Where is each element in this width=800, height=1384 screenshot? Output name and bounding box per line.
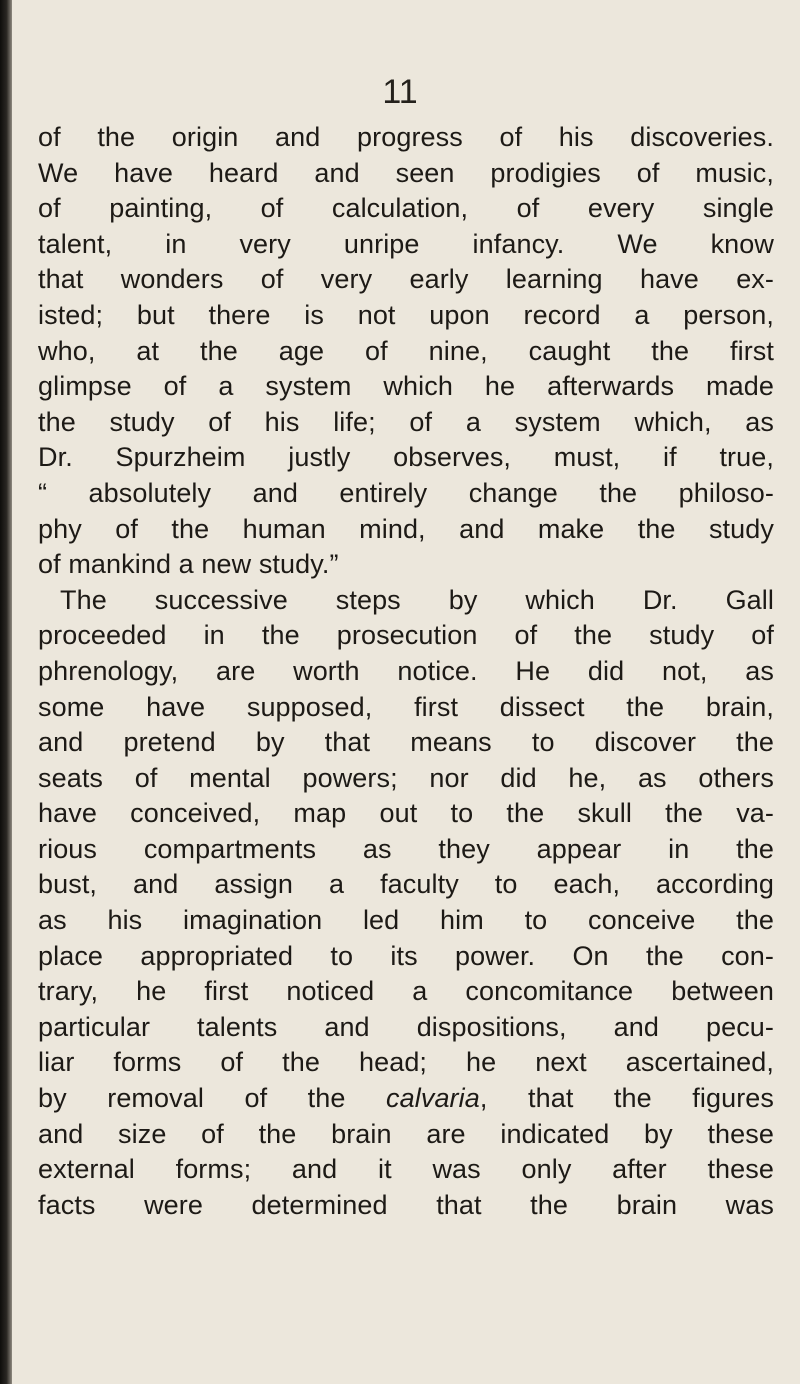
text-line: Dr. Spurzheim justly observes, must, if true, xyxy=(38,442,774,473)
text-line: isted; but there is not upon record a person, xyxy=(38,299,774,330)
text-line: of the origin and progress of his discoveries. xyxy=(38,122,774,152)
text-line: who, at the age of nine, caught the first xyxy=(38,335,774,366)
text-line: as his imagination led him to conceive the xyxy=(38,905,774,936)
text-line: phrenology, are worth notice. He did not, as xyxy=(38,655,774,686)
text-line: phy of the human mind, and make the study xyxy=(38,513,774,544)
text-segment: , that the figures xyxy=(479,1083,775,1114)
text-line: liar forms of the head; he next ascertained, xyxy=(38,1047,774,1078)
text-line: and pretend by that means to discover the xyxy=(38,727,774,758)
text-line: talent, in very unripe infancy. We know xyxy=(38,228,774,259)
page-number: 11 xyxy=(382,73,418,111)
text-line: external forms; and it was only after these xyxy=(38,1154,774,1185)
text-line: trary, he first noticed a concomitance between xyxy=(38,976,774,1007)
text-line: proceeded in the prosecution of the study of xyxy=(38,620,774,651)
text-line: some have supposed, first dissect the brain, xyxy=(38,691,774,722)
text-line-with-italic xyxy=(38,1081,774,1117)
italic-term: calvaria xyxy=(386,1083,480,1114)
text-line: have conceived, map out to the skull the va- xyxy=(38,798,774,829)
text-line: bust, and assign a faculty to each, according xyxy=(38,869,774,900)
text-line: particular talents and dispositions, and pecu- xyxy=(38,1011,774,1042)
text-line: glimpse of a system which he afterwards made xyxy=(38,371,774,402)
body-text xyxy=(38,120,774,1223)
text-line: We have heard and seen prodigies of music, xyxy=(38,157,774,188)
text-line: of painting, of calculation, of every single xyxy=(38,193,774,224)
text-line: “ absolutely and entirely change the philoso- xyxy=(38,477,774,508)
text-line: seats of mental powers; nor did he, as others xyxy=(38,762,774,793)
text-line: place appropriated to its power. On the con- xyxy=(38,940,774,971)
text-segment: by removal of the xyxy=(38,1083,387,1114)
text-line: and size of the brain are indicated by these xyxy=(38,1118,774,1149)
text-line: The successive steps by which Dr. Gall xyxy=(60,584,774,615)
text-line: of mankind a new study.” xyxy=(38,549,339,580)
text-line: rious compartments as they appear in the xyxy=(38,833,774,864)
text-line: facts were determined that the brain was xyxy=(38,1189,774,1220)
text-line: the study of his life; of a system which, as xyxy=(38,406,774,437)
text-line: that wonders of very early learning have ex- xyxy=(38,264,774,295)
